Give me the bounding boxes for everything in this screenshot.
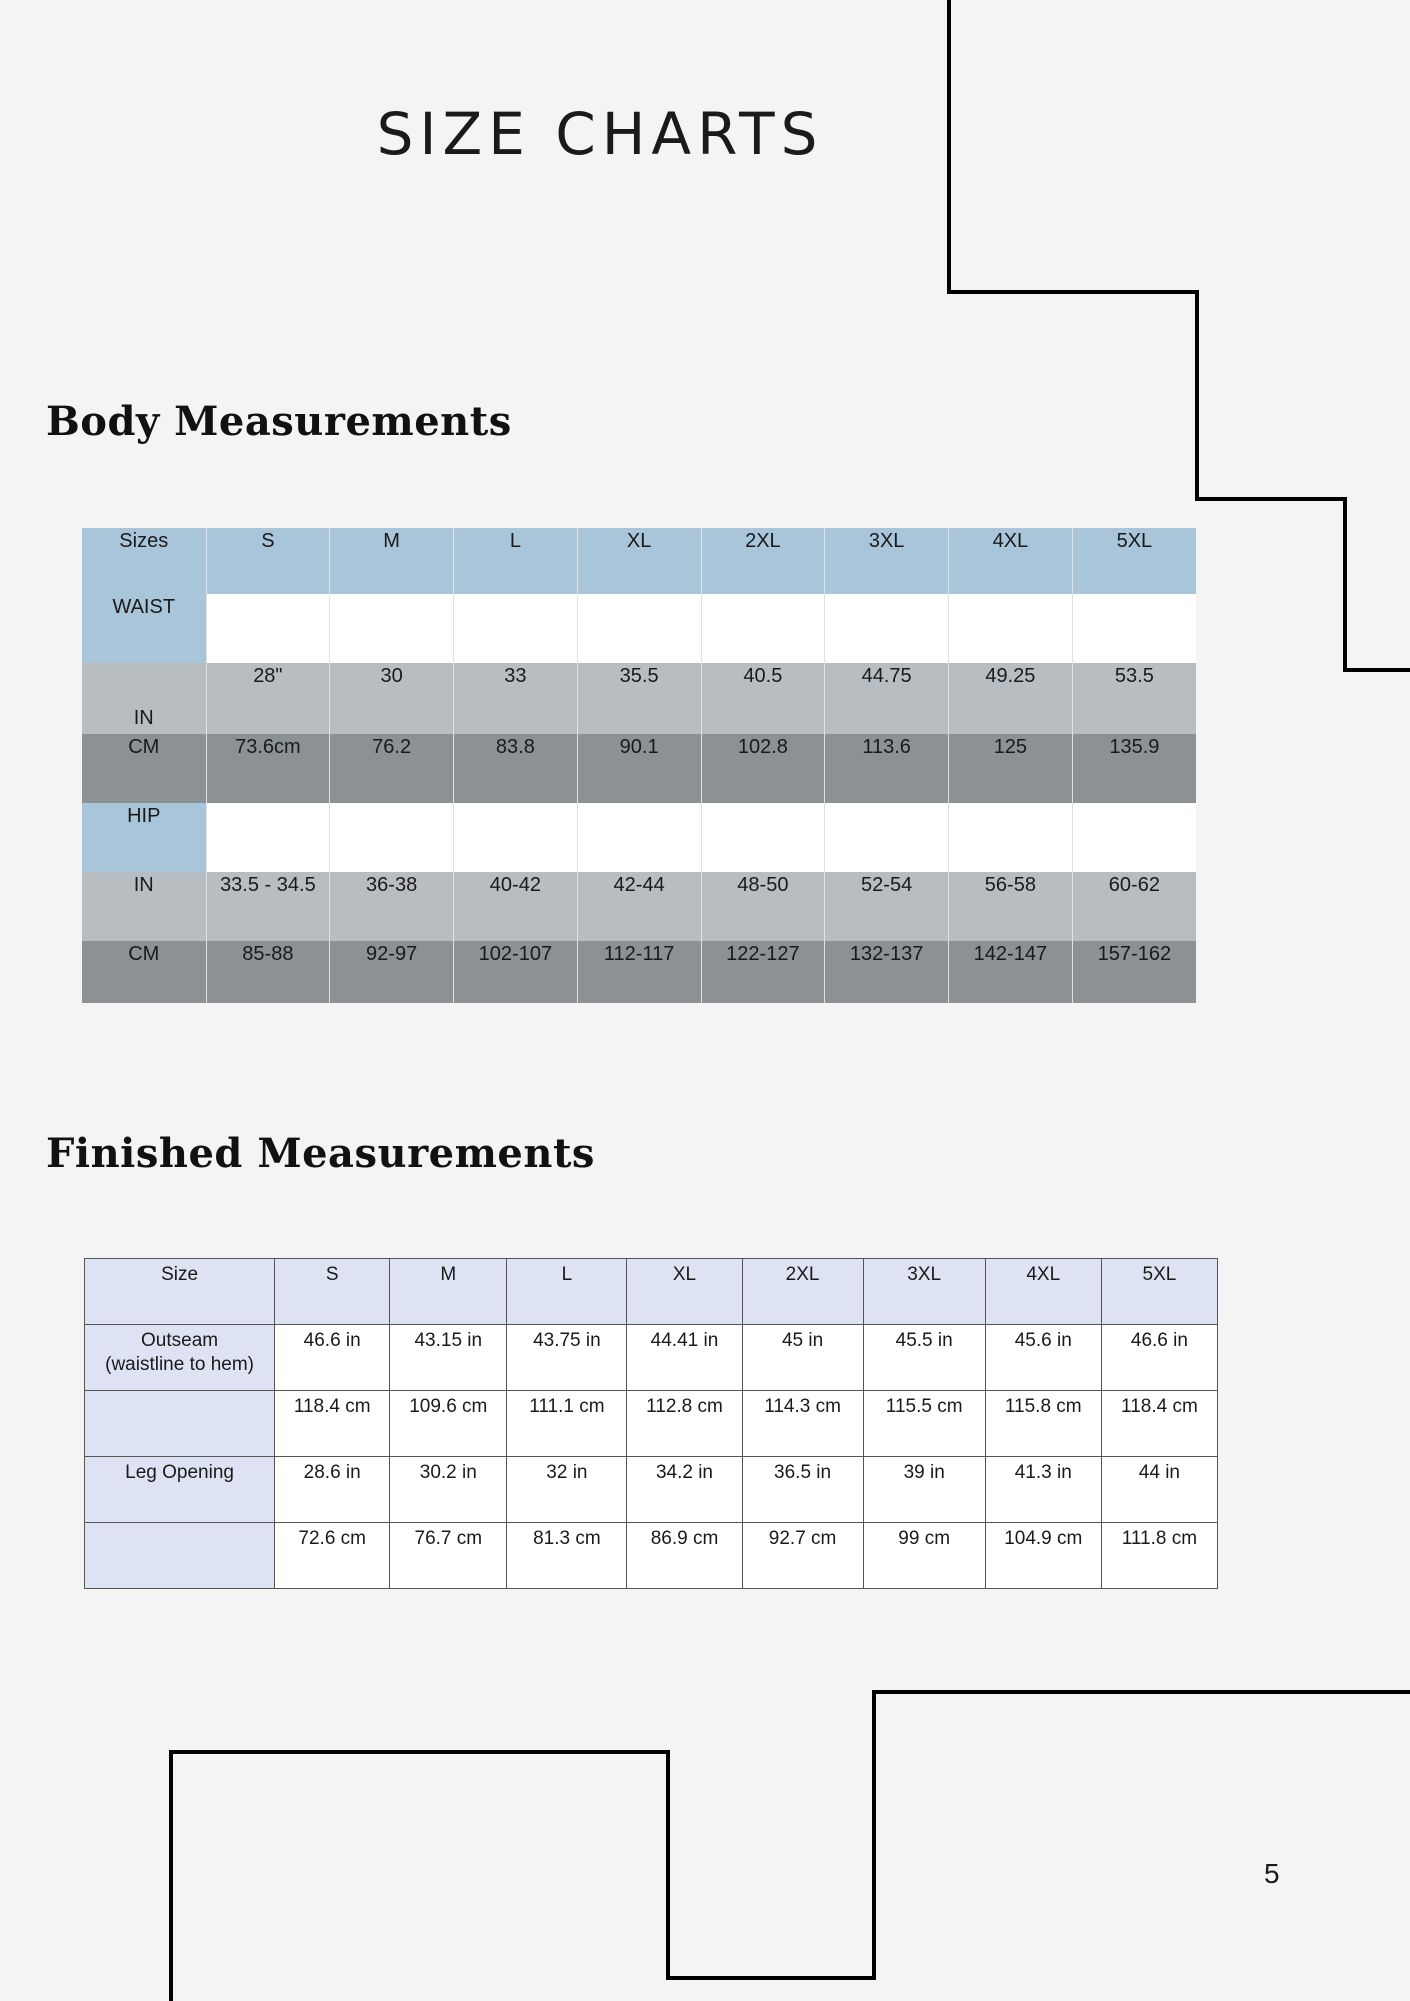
waist-in-value: 40.5	[701, 663, 825, 734]
waist-in-value: 33	[454, 663, 578, 734]
leg-cm-value: 99 cm	[863, 1523, 985, 1589]
waist-cm-value: 90.1	[577, 734, 701, 803]
waist-cm-value: 125	[949, 734, 1073, 803]
leg-cm-value: 86.9 cm	[627, 1523, 742, 1589]
table-row-hip-label	[82, 803, 1196, 872]
outseam-cm-value: 118.4 cm	[1101, 1391, 1217, 1457]
leg-cm-value: 104.9 cm	[985, 1523, 1101, 1589]
size-header: XL	[627, 1259, 742, 1325]
outseam-cm-value: 111.1 cm	[507, 1391, 627, 1457]
hip-cm-value: 102-107	[454, 941, 578, 1003]
empty-label-cell	[85, 1391, 275, 1457]
outseam-label-line1: Outseam	[141, 1330, 219, 1351]
empty-cell	[949, 594, 1073, 663]
leg-in-value: 30.2 in	[390, 1457, 507, 1523]
page-number: 5	[1264, 1858, 1280, 1889]
outseam-cm-value: 115.5 cm	[863, 1391, 985, 1457]
hip-in-value: 40-42	[454, 872, 578, 941]
table-row-waist-cm	[82, 734, 1196, 803]
outseam-cm-value: 112.8 cm	[627, 1391, 742, 1457]
size-header: S	[206, 528, 330, 594]
size-header: L	[454, 528, 578, 594]
size-header: 2XL	[742, 1259, 863, 1325]
outseam-in-value: 45 in	[742, 1325, 863, 1391]
body-measurements-table	[82, 528, 1196, 1003]
hip-cm-value: 92-97	[330, 941, 454, 1003]
bottom-step-line	[171, 1692, 1410, 2001]
empty-cell	[1072, 803, 1196, 872]
waist-cm-value: 102.8	[701, 734, 825, 803]
hip-cm-value: 112-117	[577, 941, 701, 1003]
leg-cm-value: 76.7 cm	[390, 1523, 507, 1589]
outseam-in-value: 45.5 in	[863, 1325, 985, 1391]
size-header: M	[330, 528, 454, 594]
hip-in-value: 56-58	[949, 872, 1073, 941]
hip-in-value: 42-44	[577, 872, 701, 941]
size-header: S	[275, 1259, 390, 1325]
outseam-in-value: 43.15 in	[390, 1325, 507, 1391]
waist-in-value: 28"	[206, 663, 330, 734]
hip-cm-value: 157-162	[1072, 941, 1196, 1003]
finished-measurements-table	[84, 1258, 1218, 1589]
leg-in-value: 44 in	[1101, 1457, 1217, 1523]
table-row-waist-in	[82, 663, 1196, 734]
leg-cm-value: 72.6 cm	[275, 1523, 390, 1589]
waist-cm-value: 76.2	[330, 734, 454, 803]
table-row-outseam-cm	[85, 1391, 1218, 1457]
empty-cell	[701, 803, 825, 872]
hip-in-label: IN	[82, 872, 206, 941]
size-header: 2XL	[701, 528, 825, 594]
empty-label-cell	[85, 1523, 275, 1589]
size-header: 4XL	[985, 1259, 1101, 1325]
table-row-waist-label	[82, 594, 1196, 663]
hip-cm-value: 132-137	[825, 941, 949, 1003]
table-row-hip-cm	[82, 941, 1196, 1003]
sizes-label: Sizes	[82, 528, 206, 594]
hip-in-value: 60-62	[1072, 872, 1196, 941]
leg-in-value: 39 in	[863, 1457, 985, 1523]
waist-cm-value: 73.6cm	[206, 734, 330, 803]
outseam-in-value: 46.6 in	[275, 1325, 390, 1391]
empty-cell	[206, 594, 330, 663]
table-row-sizes	[85, 1259, 1218, 1325]
page-title: SIZE CHARTS	[376, 100, 824, 168]
size-header: M	[390, 1259, 507, 1325]
table-row-sizes	[82, 528, 1196, 594]
empty-cell	[206, 803, 330, 872]
empty-cell	[330, 803, 454, 872]
waist-in-value: 49.25	[949, 663, 1073, 734]
hip-cm-value: 142-147	[949, 941, 1073, 1003]
leg-in-value: 28.6 in	[275, 1457, 390, 1523]
body-measurements-heading: Body Measurements	[46, 398, 512, 445]
size-label: Size	[85, 1259, 275, 1325]
hip-in-value: 48-50	[701, 872, 825, 941]
leg-in-value: 34.2 in	[627, 1457, 742, 1523]
size-header: 4XL	[949, 528, 1073, 594]
table-row-outseam-in	[85, 1325, 1218, 1391]
outseam-in-value: 46.6 in	[1101, 1325, 1217, 1391]
outseam-cm-value: 118.4 cm	[275, 1391, 390, 1457]
empty-cell	[825, 803, 949, 872]
leg-in-value: 36.5 in	[742, 1457, 863, 1523]
waist-in-value: 30	[330, 663, 454, 734]
outseam-cm-value: 114.3 cm	[742, 1391, 863, 1457]
leg-in-value: 32 in	[507, 1457, 627, 1523]
empty-cell	[949, 803, 1073, 872]
hip-cm-value: 122-127	[701, 941, 825, 1003]
waist-cm-label: CM	[82, 734, 206, 803]
empty-cell	[577, 803, 701, 872]
leg-cm-value: 81.3 cm	[507, 1523, 627, 1589]
leg-in-value: 41.3 in	[985, 1457, 1101, 1523]
waist-cm-value: 135.9	[1072, 734, 1196, 803]
outseam-in-value: 43.75 in	[507, 1325, 627, 1391]
waist-in-value: 53.5	[1072, 663, 1196, 734]
leg-cm-value: 92.7 cm	[742, 1523, 863, 1589]
leg-opening-label: Leg Opening	[85, 1457, 275, 1523]
outseam-cm-value: 109.6 cm	[390, 1391, 507, 1457]
hip-in-value: 33.5 - 34.5	[206, 872, 330, 941]
hip-in-value: 36-38	[330, 872, 454, 941]
table-row-hip-in	[82, 872, 1196, 941]
finished-measurements-heading: Finished Measurements	[46, 1130, 595, 1177]
size-header: 5XL	[1072, 528, 1196, 594]
size-header: XL	[577, 528, 701, 594]
waist-cm-value: 113.6	[825, 734, 949, 803]
empty-cell	[701, 594, 825, 663]
hip-label: HIP	[82, 803, 206, 872]
outseam-cm-value: 115.8 cm	[985, 1391, 1101, 1457]
size-header: L	[507, 1259, 627, 1325]
waist-in-value: 35.5	[577, 663, 701, 734]
table-row-leg-opening-cm	[85, 1523, 1218, 1589]
hip-cm-label: CM	[82, 941, 206, 1003]
size-header: 3XL	[863, 1259, 985, 1325]
size-header: 5XL	[1101, 1259, 1217, 1325]
empty-cell	[825, 594, 949, 663]
empty-cell	[577, 594, 701, 663]
outseam-label	[85, 1325, 275, 1391]
hip-in-value: 52-54	[825, 872, 949, 941]
waist-cm-value: 83.8	[454, 734, 578, 803]
empty-cell	[454, 803, 578, 872]
size-header: 3XL	[825, 528, 949, 594]
outseam-in-value: 44.41 in	[627, 1325, 742, 1391]
empty-cell	[1072, 594, 1196, 663]
hip-cm-value: 85-88	[206, 941, 330, 1003]
outseam-in-value: 45.6 in	[985, 1325, 1101, 1391]
waist-in-label: IN	[82, 663, 206, 734]
table-row-leg-opening-in	[85, 1457, 1218, 1523]
outseam-label-line2: (waistline to hem)	[105, 1354, 255, 1375]
empty-cell	[330, 594, 454, 663]
empty-cell	[454, 594, 578, 663]
waist-in-value: 44.75	[825, 663, 949, 734]
leg-cm-value: 111.8 cm	[1101, 1523, 1217, 1589]
waist-label: WAIST	[82, 594, 206, 663]
